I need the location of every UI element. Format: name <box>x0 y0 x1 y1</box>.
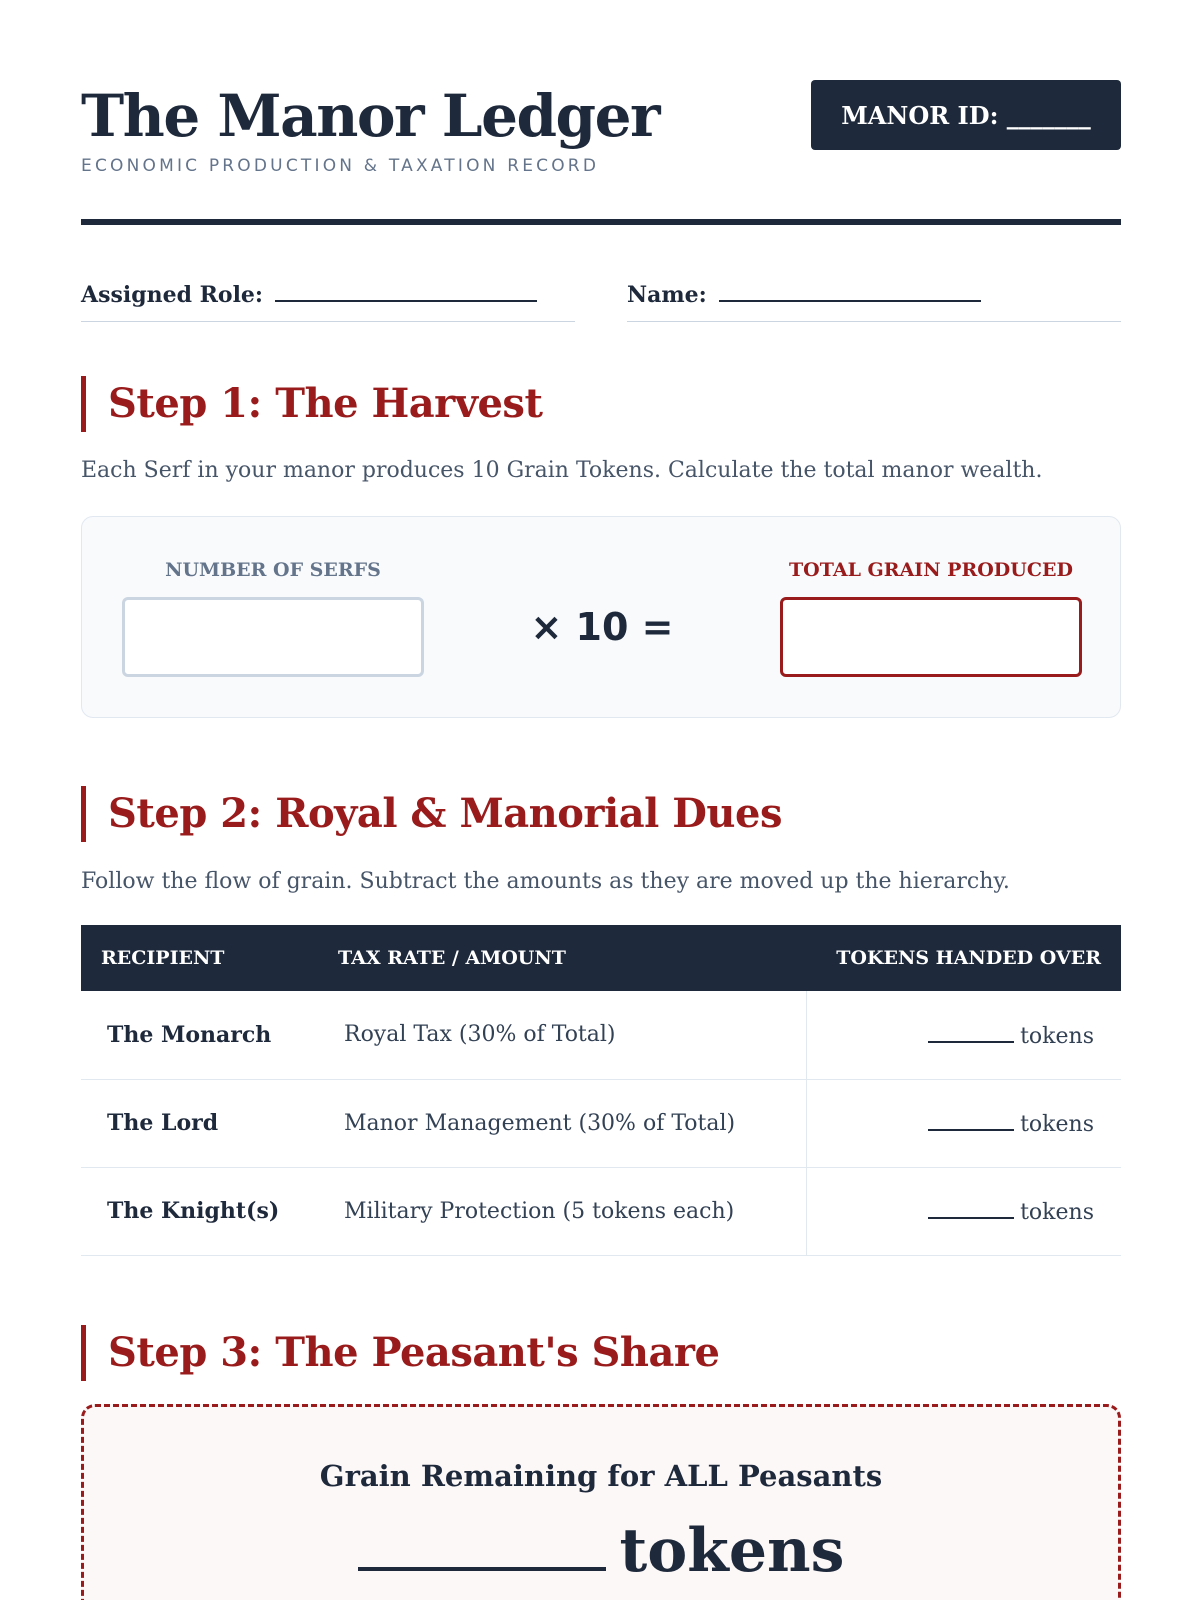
name-blank[interactable] <box>719 280 981 302</box>
tax-rate-cell: Royal Tax (30% of Total) <box>338 991 806 1079</box>
total-grain-label: TOTAL GRAIN PRODUCED <box>789 559 1073 581</box>
tokens-blank[interactable] <box>928 1021 1014 1043</box>
peasant-share-blank[interactable] <box>358 1515 606 1571</box>
page-title: The Manor Ledger <box>81 82 660 150</box>
recipient-cell: The Knight(s) <box>81 1167 338 1255</box>
table-row <box>81 991 1121 1079</box>
column-header-tokens: TOKENS HANDED OVER <box>836 947 1101 969</box>
multiply-operator: × 10 = <box>530 605 674 649</box>
tokens-cell[interactable] <box>806 991 1121 1079</box>
assigned-role-blank[interactable] <box>275 280 537 302</box>
step3-heading: Step 3: The Peasant's Share <box>81 1325 719 1381</box>
tax-rate-cell: Manor Management (30% of Total) <box>338 1079 806 1167</box>
name-label: Name: <box>627 282 707 308</box>
table-row <box>81 1079 1121 1167</box>
peasant-share-unit: tokens <box>619 1516 845 1586</box>
tokens-cell[interactable] <box>806 1167 1121 1255</box>
tokens-unit: tokens <box>1020 1112 1094 1137</box>
identity-fields <box>81 276 1121 322</box>
total-grain-input[interactable] <box>780 597 1082 677</box>
table-row <box>81 1167 1121 1255</box>
assigned-role-label: Assigned Role: <box>81 282 264 308</box>
recipient-cell: The Lord <box>81 1079 338 1167</box>
serfs-input[interactable] <box>122 597 424 677</box>
recipient-cell: The Monarch <box>81 991 338 1079</box>
tax-rate-cell: Military Protection (5 tokens each) <box>338 1167 806 1255</box>
name-field[interactable] <box>627 276 1121 322</box>
tokens-blank[interactable] <box>928 1109 1014 1131</box>
tokens-unit: tokens <box>1020 1200 1094 1225</box>
column-header-recipient: RECIPIENT <box>101 947 225 969</box>
manor-id-badge[interactable]: MANOR ID: _______ <box>811 80 1121 150</box>
column-header-tax-rate: TAX RATE / AMOUNT <box>338 947 566 969</box>
harvest-calculator <box>81 516 1121 718</box>
table-header-row <box>81 925 1121 991</box>
step2-description: Follow the flow of grain. Subtract the amounts as they are moved up the hierarchy. <box>81 869 1010 894</box>
ledger-page <box>81 0 1121 1586</box>
step1-heading: Step 1: The Harvest <box>81 376 542 432</box>
step2-heading: Step 2: Royal & Manorial Dues <box>81 786 782 842</box>
header-divider <box>81 219 1121 225</box>
tokens-cell[interactable] <box>806 1079 1121 1167</box>
page-subtitle: ECONOMIC PRODUCTION & TAXATION RECORD <box>81 156 600 176</box>
tokens-blank[interactable] <box>928 1197 1014 1219</box>
peasant-share-label: Grain Remaining for ALL Peasants <box>319 1459 883 1493</box>
serfs-label: NUMBER OF SERFS <box>165 559 381 581</box>
step1-description: Each Serf in your manor produces 10 Grain Tokens. Calculate the total manor wealth. <box>81 458 1043 483</box>
header <box>81 0 1121 228</box>
assigned-role-field[interactable] <box>81 276 575 322</box>
tokens-unit: tokens <box>1020 1023 1094 1049</box>
peasant-share-box <box>81 1404 1121 1600</box>
peasant-share-value[interactable] <box>84 1515 1118 1586</box>
dues-table <box>81 925 1121 1256</box>
